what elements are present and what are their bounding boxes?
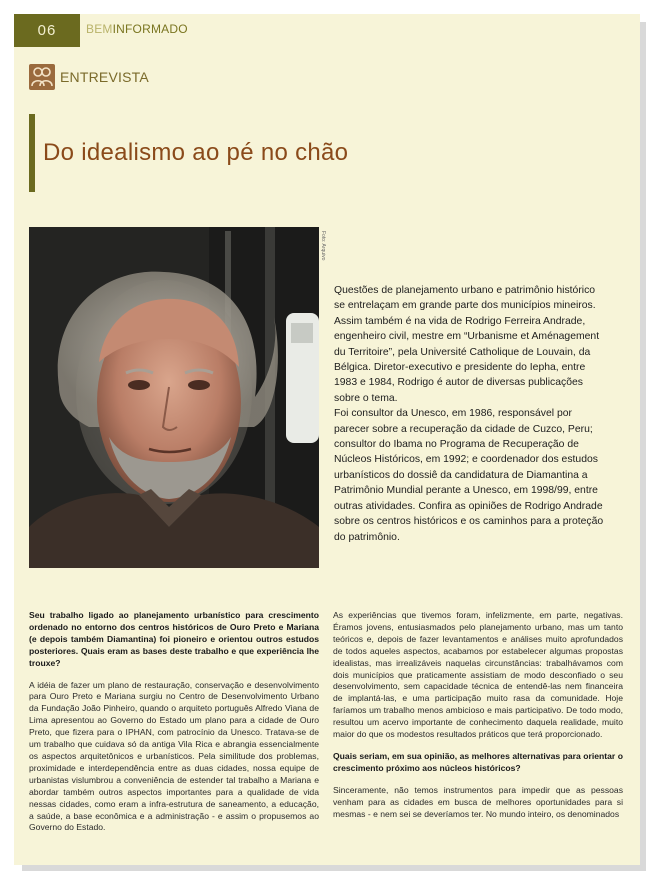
publication-name-bold: INFORMADO xyxy=(112,22,188,36)
answer: As experiências que tivemos foram, infelizmente, em parte, negativas. Éramos jovens, entusiasmados pelo planejamento urbano, mas um tanto teóricos e, depois de fazer levantamentos e análises muito aprofundados de todos aqueles aspectos, acabamos por estabelecer algumas propostas idealistas, mas irrealizáveis naquelas circunstâncias: trabalhávamos com dois municípios que praticamente assistiam de modo desconfiado o seu desenvolvimento, sem capacidade técnica de entendê-las nem financeira de implantá-las, e uma participação muito rasa da comunidade. Hoje faríamos um trabalho menos ambicioso e mais participativo. De todo modo, resultou um acervo importante de conhecimento daquela realidade, muito maior do que os modestos resultados práticos que terá proporcionado. xyxy=(333,610,623,740)
intro-paragraph: Questões de planejamento urbano e patrimônio histórico se entrelaçam em grande parte dos municípios mineiros. Assim também é na vida de Rodrigo Ferreira Andrade, engenheiro civil, mestre em “Urbanisme et Aménagement du Territoire”, pela Université Catholique de Louvain, da Bélgica. Diretor-executivo e presidente do Iepha, entre 1983 e 1984, Rodrigo é autor de diversas publicações sobre o tema. xyxy=(334,285,600,404)
text-column-right xyxy=(333,610,623,831)
interviewee-photo xyxy=(29,227,319,568)
photo-credit: Foto: Arquivo xyxy=(320,231,326,261)
text-column-left xyxy=(29,610,319,844)
title-accent-bar xyxy=(29,114,35,192)
page-shadow-right xyxy=(640,22,646,871)
answer: Sinceramente, não temos instrumentos para impedir que as pessoas venham para as cidades em busca de melhores oportunidades para si mesmas - e nem sei se deveríamos ter. No mundo inteiro, os denominados xyxy=(333,784,623,819)
section-label: ENTREVISTA xyxy=(60,69,149,85)
page-shadow-bottom xyxy=(22,865,646,871)
question: Seu trabalho ligado ao planejamento urbanístico para crescimento ordenado no entorno dos centros históricos de Ouro Preto e Mariana (e depois também Diamantina) foi pioneiro e orientou outros estudos posteriores. Quais eram as bases deste trabalho e que experiência lhe trouxe? xyxy=(29,610,319,668)
intro-paragraph: Foi consultor da Unesco, em 1986, responsável por parecer sobre a recuperação da cidade de Cuzco, Peru; consultor do Ibama no Programa de Recuperação de Núcleos Históricos, em 1992; e coordenador dos estudos urbanísticos do dossiê da candidatura de Diamantina a Patrimônio Mundial perante a Unesco, em 1998/99, entre outras atividades. Confira as opiniões de Rodrigo Andrade sobre os centros históricos e os caminhos para a proteção do patrimônio. xyxy=(334,408,604,543)
people-icon xyxy=(29,64,55,90)
article-title: Do idealismo ao pé no chão xyxy=(43,139,349,166)
publication-name-light: BEM xyxy=(86,22,113,36)
question: Quais seriam, em sua opinião, as melhores alternativas para orientar o crescimento próximo aos núcleos históricos? xyxy=(333,750,623,773)
answer: A idéia de fazer um plano de restauração, conservação e desenvolvimento para Ouro Preto e Mariana surgiu no Centro de Desenvolvimento Urbano da Fundação João Pinheiro, quando o arquiteto português Alfredo Viana de Lima apresentou ao Governo do Estado um plano para a cidade de Ouro Preto, que fizera para o IPHAN, com patrocínio da Unesco. Tratava-se de um trabalho que cuidava só da antiga Vila Rica e abrangia essencialmente os aspectos arquitetônicos e urbanísticos. Pela similitude dos problemas, proximidade e interdependência entre as duas cidades, nossa equipe de urbanistas vislumbrou a conveniência de estender tal trabalho a Mariana e abordar também outros aspectos importantes para a qualidade de vida nessas cidades, como eram a infra-estrutura de saneamento, a educação, a saúde, a base econômica e a administração - e assim o propusemos ao Governo do Estado. xyxy=(29,679,319,833)
page-number: 06 xyxy=(14,14,80,47)
publication-name xyxy=(86,22,188,36)
intro-text xyxy=(334,283,604,545)
